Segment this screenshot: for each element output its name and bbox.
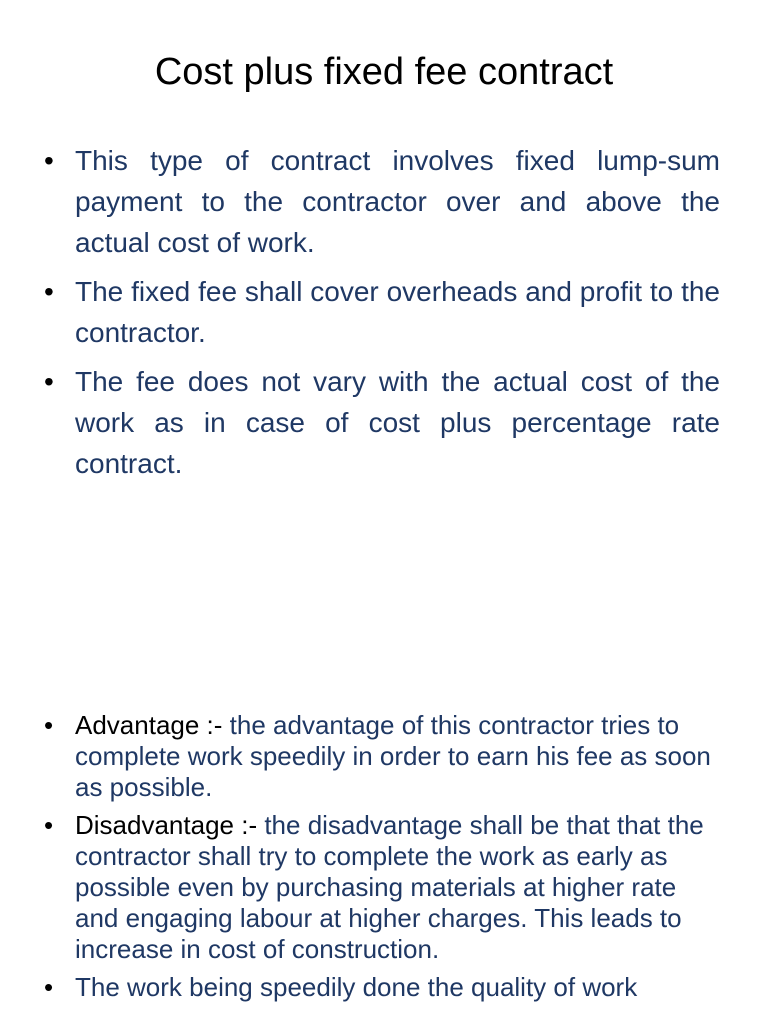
- bullet-icon: •: [44, 810, 54, 840]
- quality-text: The work being speedily done the quality of work: [75, 972, 638, 1002]
- quality-point: [44, 972, 720, 1003]
- key-point: [44, 271, 720, 353]
- key-point-text: The fee does not vary with the actual cost of the work as in case of cost plus percentage rate contract.: [75, 366, 720, 479]
- disadvantage-label: Disadvantage :-: [75, 810, 265, 840]
- key-points-list: [44, 140, 720, 492]
- bullet-icon: •: [44, 366, 54, 397]
- key-point: [44, 140, 720, 263]
- bullet-icon: •: [44, 710, 54, 740]
- advantage-point: [44, 710, 720, 803]
- bullet-icon: •: [44, 972, 54, 1002]
- bullet-icon: •: [44, 276, 54, 307]
- key-point-text: The fixed fee shall cover overheads and profit to the contractor.: [75, 276, 720, 348]
- pros-cons-list: [44, 710, 720, 1010]
- disadvantage-text: the disadvantage shall be that that the contractor shall try to complete the work as early as possible even by purchasing materials at higher rate and engaging labour at higher charges. This leads to increase in cost of construction.: [75, 810, 704, 964]
- bullet-icon: •: [44, 145, 54, 176]
- disadvantage-point: [44, 810, 720, 965]
- advantage-label: Advantage :-: [75, 710, 230, 740]
- advantage-text: the advantage of this contractor tries to complete work speedily in order to earn his fee as soon as possible.: [75, 710, 711, 802]
- key-point: [44, 361, 720, 484]
- key-point-text: This type of contract involves fixed lump-sum payment to the contractor over and above the actual cost of work.: [75, 145, 720, 258]
- slide-title: Cost plus fixed fee contract: [154, 51, 614, 93]
